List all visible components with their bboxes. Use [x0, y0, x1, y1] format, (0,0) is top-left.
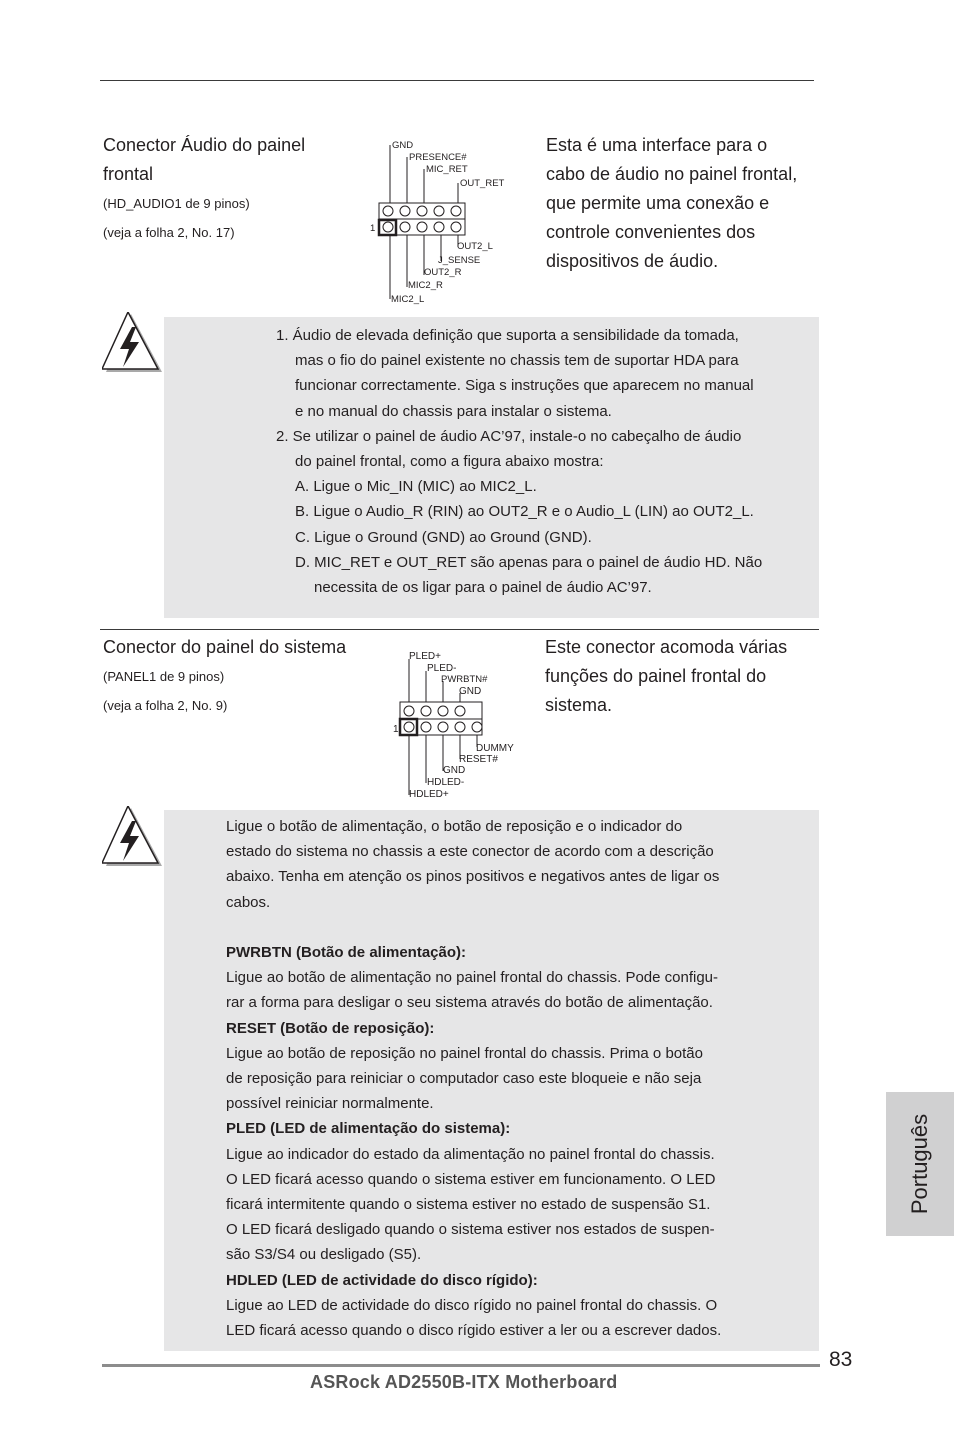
- audio-desc-line: Esta é uma interface para o: [546, 135, 768, 155]
- pwrbtn-heading: PWRBTN (Botão de alimentação):: [226, 944, 467, 962]
- page-number: 83: [829, 1348, 853, 1371]
- panel-title: Conector do painel do sistema: [103, 637, 347, 657]
- note-line: mas o fio do painel existente no chassis tem de suportar HDA para: [295, 352, 739, 370]
- label-mic2-r: MIC2_R: [408, 280, 443, 291]
- note-line: funcionar correctamente. Siga s instruções que aparecem no manual: [295, 377, 754, 395]
- note-line: C. Ligue o Ground (GND) ao Ground (GND).: [295, 528, 592, 546]
- note-line: 2. Se utilizar o painel de áudio AC’97, instale-o no cabeçalho de áudio: [276, 427, 742, 445]
- label-gnd-top: GND: [459, 686, 482, 697]
- panel-subtitle-pins: (PANEL1 de 9 pinos): [103, 669, 225, 684]
- note-line: de reposição para reiniciar o computador caso este bloqueie e não seja: [226, 1070, 702, 1088]
- warning-icon: [102, 806, 164, 868]
- language-tab: [886, 1092, 954, 1236]
- panel-desc-line: Este conector acomoda várias: [545, 637, 788, 657]
- audio-subtitle-sheet: (veja a folha 2, No. 17): [103, 225, 235, 240]
- label-mic-ret: MIC_RET: [426, 164, 468, 175]
- label-reset: RESET#: [459, 754, 498, 765]
- panel-subtitle-sheet: (veja a folha 2, No. 9): [103, 698, 228, 713]
- panel-note-text: [226, 814, 816, 1343]
- note-line: Ligue ao indicador do estado da alimentação no painel frontal do chassis.: [226, 1145, 715, 1163]
- note-line: A. Ligue o Mic_IN (MIC) ao MIC2_L.: [295, 478, 537, 496]
- note-line: Ligue ao botão de alimentação no painel frontal do chassis. Pode configu-: [226, 969, 719, 987]
- language-label: Português: [907, 1113, 932, 1215]
- audio-connector-heading: [103, 131, 305, 247]
- panel-desc-line: funções do painel frontal do: [545, 666, 767, 686]
- note-line: cabos.: [226, 893, 271, 911]
- pled-heading: PLED (LED de alimentação do sistema):: [226, 1120, 511, 1138]
- label-hdled-minus: HDLED-: [427, 777, 465, 788]
- label-out2-l: OUT2_L: [457, 241, 493, 252]
- panel-desc-line: sistema.: [545, 695, 613, 715]
- audio-desc-line: que permite uma conexão e: [546, 193, 770, 213]
- audio-desc-line: dispositivos de áudio.: [546, 251, 719, 271]
- label-hdled-plus: HDLED+: [409, 789, 449, 800]
- note-line: abaixo. Tenha em atenção os pinos positivos e negativos antes de ligar os: [226, 868, 720, 886]
- note-line: O LED ficará desligado quando o sistema estiver nos estados de suspen-: [226, 1221, 715, 1239]
- note-line: B. Ligue o Audio_R (RIN) ao OUT2_R e o Audio_L (LIN) ao OUT2_L.: [295, 503, 754, 521]
- footer-product: ASRock AD2550B-ITX Motherboard: [310, 1372, 618, 1392]
- reset-heading: RESET (Botão de reposição):: [226, 1019, 435, 1037]
- hd-audio-pin-diagram: [365, 137, 515, 307]
- label-pled-minus: PLED-: [427, 663, 457, 674]
- panel-connector-heading: [103, 633, 346, 720]
- label-j-sense: J_SENSE: [438, 255, 481, 266]
- audio-subtitle-pins: (HD_AUDIO1 de 9 pinos): [103, 196, 250, 211]
- note-line: necessita de os ligar para o painel de áudio AC’97.: [314, 579, 652, 597]
- label-pwrbtn: PWRBTN#: [441, 674, 488, 685]
- audio-title-line2: frontal: [103, 164, 154, 184]
- label-dummy: DUMMY: [476, 743, 514, 754]
- note-line: O LED ficará acesso quando o sistema estiver em funcionamento. O LED: [226, 1170, 716, 1188]
- note-line: possível reiniciar normalmente.: [226, 1095, 434, 1113]
- label-out2-r: OUT2_R: [424, 267, 462, 278]
- label-mic2-l: MIC2_L: [391, 294, 425, 305]
- note-line: e no manual do chassis para instalar o sistema.: [295, 402, 612, 420]
- note-line: ficará intermitente quando o sistema estiver no estado de suspensão S1.: [226, 1196, 711, 1214]
- top-rule: [100, 80, 814, 81]
- note-line: são S3/S4 ou desligado (S5).: [226, 1246, 422, 1264]
- label-pin1: 1: [393, 724, 399, 735]
- label-out-ret: OUT_RET: [460, 178, 505, 189]
- label-gnd: GND: [392, 140, 414, 151]
- note-line: do painel frontal, como a figura abaixo mostra:: [295, 453, 604, 471]
- note-line: D. MIC_RET e OUT_RET são apenas para o painel de áudio HD. Não: [295, 553, 763, 571]
- note-line: Ligue ao LED de actividade do disco rígido no painel frontal do chassis. O: [226, 1296, 718, 1314]
- note-line: 1. Áudio de elevada definição que suporta a sensibilidade da tomada,: [276, 327, 739, 344]
- audio-desc-line: controle convenientes dos: [546, 222, 756, 242]
- audio-note-text: [276, 323, 836, 600]
- note-line: LED ficará acesso quando o disco rígido estiver a ler ou a escrever dados.: [226, 1322, 722, 1340]
- note-line: Ligue o botão de alimentação, o botão de reposição e o indicador do: [226, 818, 683, 835]
- warning-icon: [102, 312, 164, 374]
- hdled-heading: HDLED (LED de actividade do disco rígido):: [226, 1271, 538, 1289]
- label-gnd-bottom: GND: [443, 765, 466, 776]
- note-line: Ligue ao botão de reposição no painel frontal do chassis. Prima o botão: [226, 1044, 703, 1062]
- note-line: estado do sistema no chassis a este conector de acordo com a descrição: [226, 843, 714, 861]
- audio-title-line1: Conector Áudio do painel: [103, 135, 306, 155]
- label-presence: PRESENCE#: [409, 152, 467, 163]
- section-divider: [100, 629, 819, 630]
- panel-description: [545, 633, 825, 720]
- note-line: rar a forma para desligar o seu sistema através do botão de alimentação.: [226, 994, 713, 1012]
- label-pled-plus: PLED+: [409, 651, 441, 662]
- audio-desc-line: cabo de áudio no painel frontal,: [546, 164, 798, 184]
- audio-description: [546, 131, 826, 276]
- footer-rule: [102, 1364, 820, 1367]
- label-pin1: 1: [370, 223, 376, 234]
- system-panel-pin-diagram: [392, 647, 522, 802]
